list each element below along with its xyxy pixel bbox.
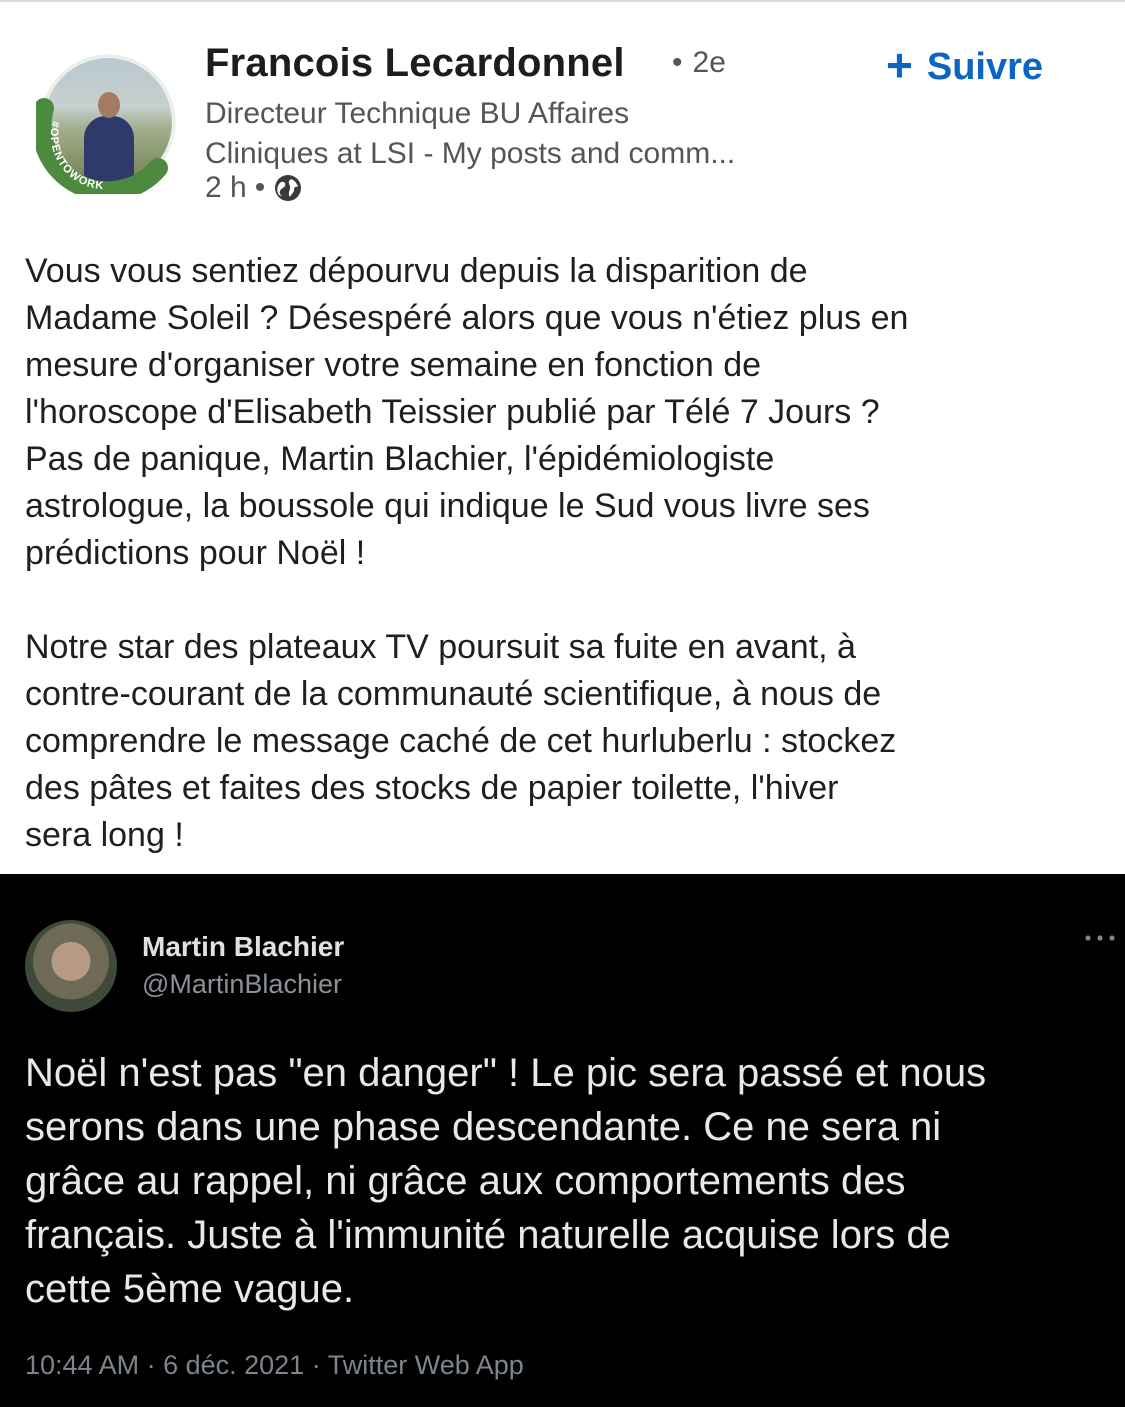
post-line: Notre star des plateaux TV poursuit sa fuite en avant, à	[25, 628, 856, 666]
post-line: l'horoscope d'Elisabeth Teissier publié par Télé 7 Jours ?	[25, 393, 880, 431]
post-line: des pâtes et faites des stocks de papier toilette, l'hiver	[25, 769, 839, 807]
post-meta	[205, 171, 303, 205]
author-headline	[205, 94, 855, 174]
tweet-line: serons dans une phase descendante. Ce ne sera ni	[25, 1105, 942, 1149]
tweet-line: grâce au rappel, ni grâce aux comportements des	[25, 1159, 906, 1203]
plus-icon: +	[886, 39, 913, 91]
meta-separator: •	[254, 171, 266, 204]
post-line: mesure d'organiser votre semaine en fonction de	[25, 346, 762, 384]
degree-label: 2e	[692, 46, 726, 79]
follow-button[interactable]	[886, 39, 1044, 91]
post-line: contre-courant de la communauté scientifique, à nous de	[25, 675, 882, 713]
post-line: Pas de panique, Martin Blachier, l'épidémiologiste	[25, 440, 775, 478]
embedded-tweet-image[interactable]	[0, 874, 1125, 1407]
post-line: Madame Soleil ? Désespéré alors que vous n'étiez plus en	[25, 299, 909, 337]
tweet-line: cette 5ème vague.	[25, 1267, 355, 1311]
post-paragraph	[25, 624, 1110, 859]
author-name[interactable]: Francois Lecardonnel	[205, 41, 625, 85]
tweet-author-name: Martin Blachier	[142, 931, 345, 962]
connection-degree	[672, 46, 726, 80]
post-time: 2 h	[205, 171, 247, 204]
post-line: sera long !	[25, 816, 184, 854]
post-body	[25, 248, 1110, 859]
post-line: astrologue, la boussole qui indique le Sud vous livre ses	[25, 487, 870, 525]
tweet-avatar	[25, 920, 117, 1012]
post-paragraph	[25, 248, 1110, 577]
top-divider	[0, 0, 1125, 2]
follow-label: Suivre	[926, 45, 1044, 88]
post-line: comprendre le message caché de cet hurluberlu : stockez	[25, 722, 897, 760]
more-dots-icon	[1080, 926, 1120, 950]
post-line: Vous vous sentiez dépourvu depuis la disparition de	[25, 252, 808, 290]
author-avatar[interactable]	[36, 50, 180, 194]
tweet-text	[25, 1046, 1105, 1316]
opentowork-ring	[36, 50, 180, 194]
tweet-line: Noël n'est pas "en danger" ! Le pic sera passé et nous	[25, 1051, 987, 1095]
svg-text:#OPENTOWORK	[48, 120, 105, 192]
post-line: prédictions pour Noël !	[25, 534, 366, 572]
tweet-line: français. Juste à l'immunité naturelle acquise lors de	[25, 1213, 951, 1257]
tweet-author-handle: @MartinBlachier	[142, 969, 342, 999]
headline-line: Cliniques at LSI - My posts and comm...	[205, 137, 736, 170]
globe-icon	[273, 173, 303, 203]
tweet-footer: 10:44 AM · 6 déc. 2021 · Twitter Web App	[25, 1350, 524, 1380]
degree-separator: •	[672, 46, 683, 79]
opentowork-badge: #OPENTOWORK	[47, 120, 105, 193]
headline-line: Directeur Technique BU Affaires	[205, 97, 630, 130]
